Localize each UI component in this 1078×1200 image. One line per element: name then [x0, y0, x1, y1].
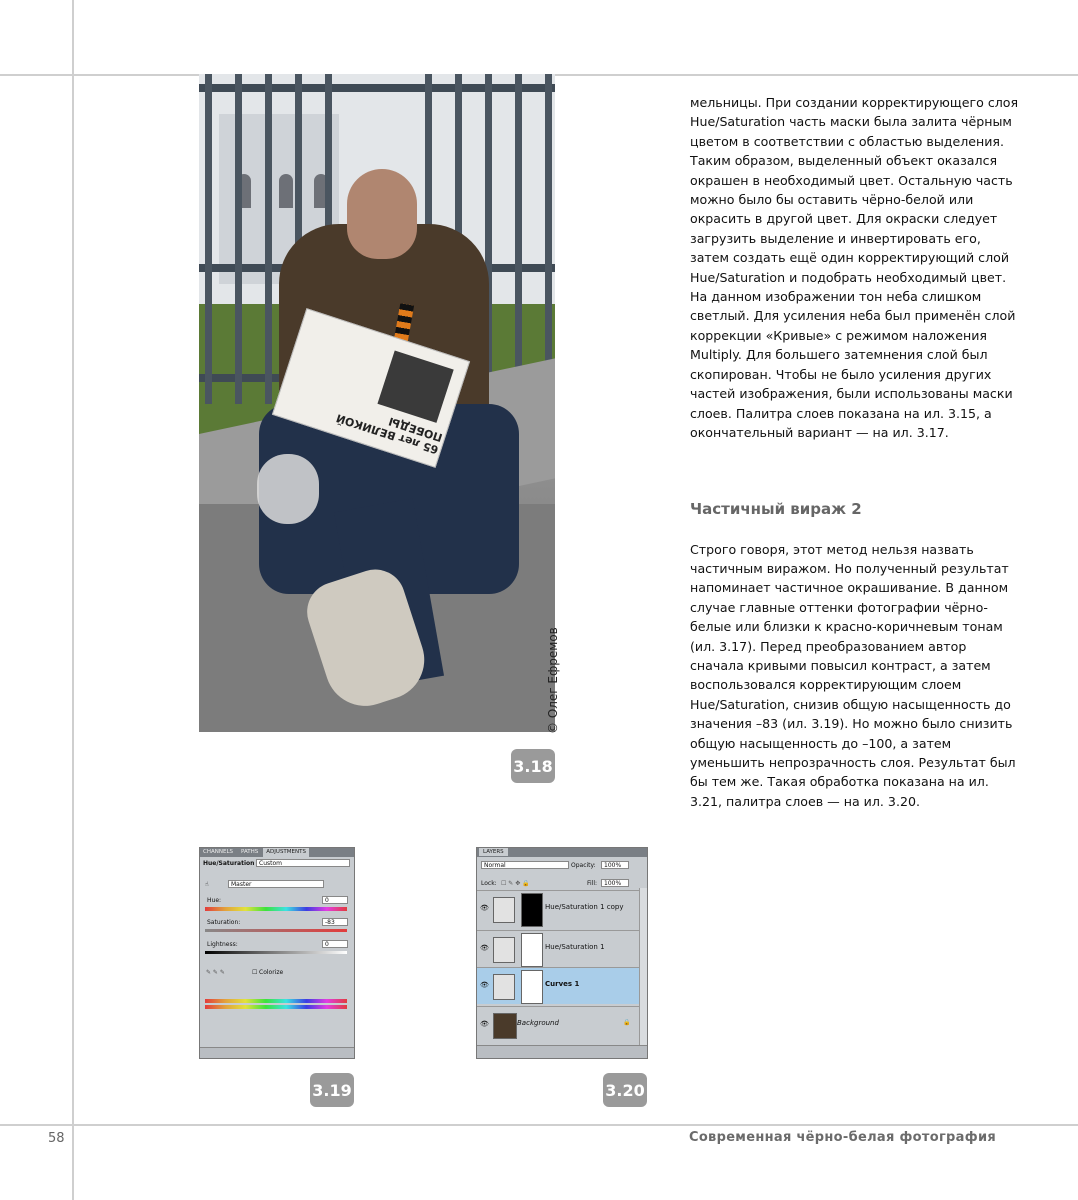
channel-select[interactable]: Master: [228, 880, 324, 888]
photo-credit: © Олег Ефремов: [546, 627, 560, 734]
body-paragraph-1: [690, 93, 1020, 442]
layer-row-selected[interactable]: [477, 967, 639, 1004]
curves-layer-icon: [493, 974, 515, 1000]
figure-label-3-19: 3.19: [310, 1073, 354, 1107]
hue-slider[interactable]: [205, 907, 347, 911]
eye-icon[interactable]: 👁: [480, 904, 489, 912]
hand-tool-icon[interactable]: ☝: [205, 881, 209, 888]
colorize-checkbox[interactable]: ☐: [252, 969, 258, 976]
spectrum-bar-top: [205, 999, 347, 1003]
body-paragraph-2: [690, 527, 1020, 824]
fill-label: Fill:: [587, 880, 598, 887]
eye-icon[interactable]: 👁: [480, 944, 489, 952]
eyedropper-icon[interactable]: ✎ ✎ ✎: [206, 969, 225, 976]
fence-bar: [545, 74, 552, 404]
fill-input[interactable]: 100%: [601, 879, 629, 887]
newspaper-headline: 65 лет ВЕЛИКОЙ ПОБЕДЫ: [334, 411, 445, 457]
footer-rule: [0, 1124, 1078, 1126]
hue-input[interactable]: 0: [322, 896, 348, 904]
layers-footer-toolbar: [477, 1045, 647, 1058]
blend-mode-select[interactable]: Normal: [481, 861, 569, 869]
tab-paths[interactable]: PATHS: [241, 849, 259, 855]
lock-label: Lock:: [481, 880, 497, 887]
page-number: 58: [48, 1131, 65, 1146]
running-title: Современная чёрно-белая фотография: [688, 1130, 996, 1145]
panel-tabs: [200, 848, 354, 857]
paragraph-text: мельницы. При создании корректирующего слоя Hue/Saturation часть маски была залита чёрным цветом в соответствии с областью выделения. Таким образом, выделенный объект оказался окрашен в необходимый цвет. Остальную часть можно было бы оставить чёрно-белой или окрасить в другой цвет. Для окраски следует загрузить выделение и инвертировать его, затем создать ещё один корректирующий слой Hue/Saturation и подобрать необходимый цвет. На данном изображении тон неба слишком светлый. Для усиления неба был применён слой коррекции «Кривые» с режимом наложения Multiply. Для большего затемнения слой был скопирован. Чтобы не было усиления других частей изображения, были использованы маски слоев. Палитра слоев показана на ил. 3.15, а окончательный вариант — на ил. 3.17.: [690, 95, 1019, 440]
tab-channels[interactable]: CHANNELS: [203, 849, 233, 855]
paragraph-text: Строго говоря, этот метод нельзя назвать частичным виражом. Но полученный результат напоминает частичное окрашивание. В данном случае главные оттенки фотографии чёрно-белые или близки к красно-коричневым тонам (ил. 3.17). Перед преобразованием автор сначала кривыми повысил контраст, а затем воспользовался корректирующим слоем Hue/Saturation, снизив общую насыщенность до значения –83 (ил. 3.19). Но можно было снизить общую насыщенность до –100, а затем уменьшить непрозрачность слоя. Результат был бы тем же. Такая обработка показана на ил. 3.21, палитра слоев — на ил. 3.20.: [690, 541, 1016, 809]
fence-bar: [515, 74, 522, 404]
margin-rule-vertical: [72, 0, 74, 1200]
fence-rail: [199, 84, 555, 92]
eye-icon[interactable]: 👁: [480, 981, 489, 989]
adjustments-panel: [199, 847, 355, 1059]
spectrum-bar-bottom: [205, 1005, 347, 1009]
lightness-input[interactable]: 0: [322, 940, 348, 948]
newspaper-picture: [377, 351, 453, 423]
layer-row[interactable]: [477, 930, 639, 967]
colorize-label: Colorize: [259, 969, 284, 976]
layer-mask-thumbnail[interactable]: [521, 933, 543, 967]
saturation-input[interactable]: -83: [322, 918, 348, 926]
fence-bar: [205, 74, 212, 404]
layers-panel: [476, 847, 648, 1059]
tab-adjustments[interactable]: ADJUSTMENTS: [263, 848, 309, 857]
preset-select[interactable]: Custom: [256, 859, 350, 867]
layer-row[interactable]: [477, 1006, 639, 1043]
layers-scrollbar[interactable]: [639, 888, 647, 1046]
opacity-label: Opacity:: [571, 862, 596, 869]
layer-name: Hue/Saturation 1: [545, 943, 605, 951]
photo-figure-3-18: [199, 74, 555, 732]
figure-label-3-18: 3.18: [511, 749, 555, 783]
layers-title[interactable]: LAYERS: [479, 848, 508, 856]
adjustment-layer-icon: [493, 937, 515, 963]
layer-row[interactable]: [477, 890, 639, 927]
layer-mask-thumbnail[interactable]: [521, 893, 543, 927]
lightness-label: Lightness:: [207, 941, 238, 948]
eye-icon[interactable]: 👁: [480, 1020, 489, 1028]
lock-icon: 🔒: [623, 1019, 631, 1026]
layers-titlebar: [477, 848, 647, 857]
adjustment-type-label: Hue/Saturation: [203, 860, 255, 867]
background-thumbnail: [493, 1013, 517, 1039]
fence-bar: [235, 74, 242, 404]
lock-icons[interactable]: ☐ ✎ ✥ 🔒: [501, 880, 530, 887]
layer-name: Hue/Saturation 1 copy: [545, 903, 624, 911]
lightness-slider[interactable]: [205, 951, 347, 954]
saturation-label: Saturation:: [207, 919, 241, 926]
photo-plastic-bag: [257, 454, 319, 524]
figure-label-3-20: 3.20: [603, 1073, 647, 1107]
fence-bar: [265, 74, 272, 404]
opacity-input[interactable]: 100%: [601, 861, 629, 869]
photo-man-head: [347, 169, 417, 259]
layer-mask-thumbnail[interactable]: [521, 970, 543, 1004]
saturation-slider[interactable]: [205, 929, 347, 932]
layer-name: Curves 1: [545, 980, 580, 988]
hue-label: Hue:: [207, 897, 222, 904]
panel-footer: [200, 1047, 354, 1058]
layer-name: Background: [517, 1019, 559, 1027]
section-heading: Частичный вираж 2: [690, 500, 862, 518]
adjustment-layer-icon: [493, 897, 515, 923]
